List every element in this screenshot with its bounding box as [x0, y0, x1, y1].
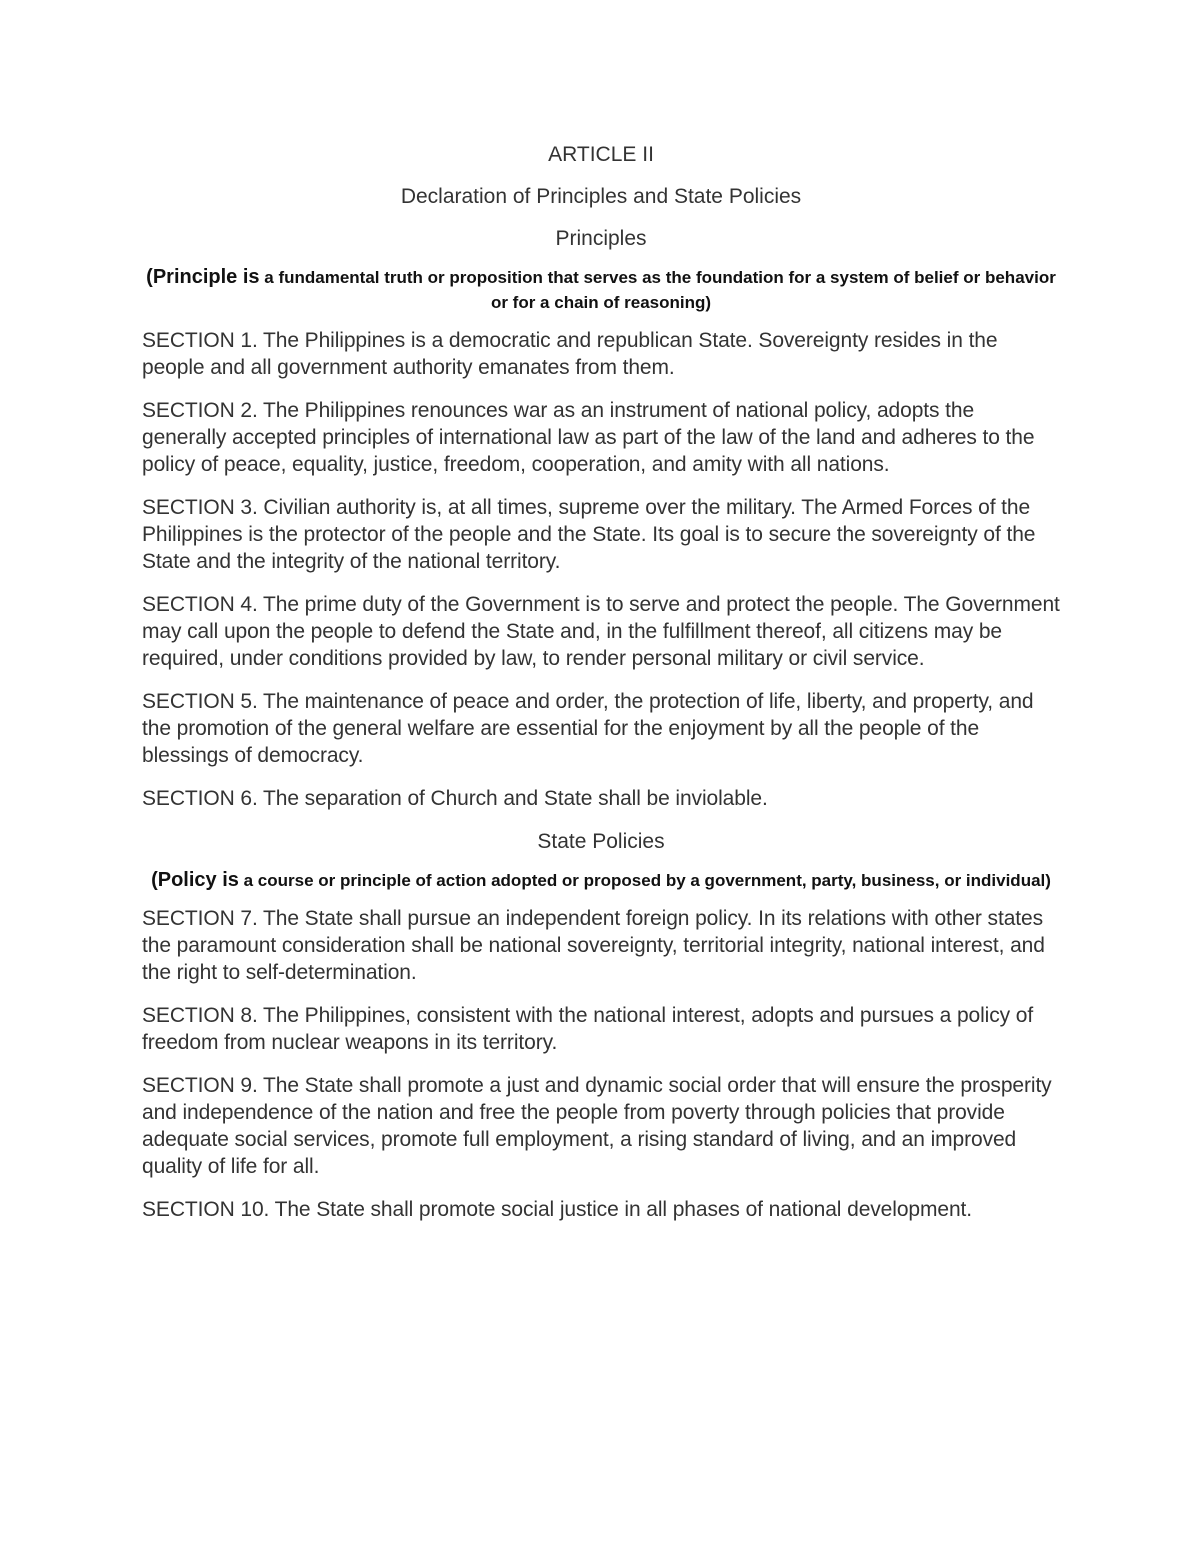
section-1: SECTION 1. The Philippines is a democratic and republican State. Sovereignty resides in the people and all government authority emanates from them. [142, 329, 998, 379]
section-9: SECTION 9. The State shall promote a just and dynamic social order that will ensure the prosperity and independence of the nation and free the people from poverty through policies that provide adequate social services, promote full employment, a rising standard of living, and an improved quality of life for all. [142, 1074, 1052, 1178]
document-page [142, 141, 1060, 1239]
principle-definition-lead: (Principle is [146, 266, 260, 288]
policy-definition [142, 868, 1060, 893]
section-10: SECTION 10. The State shall promote social justice in all phases of national development. [142, 1198, 972, 1221]
section-7: SECTION 7. The State shall pursue an independent foreign policy. In its relations with other states the paramount consideration shall be national sovereignty, territorial integrity, national interest, and the right to self-determination. [142, 907, 1045, 984]
section-2: SECTION 2. The Philippines renounces war as an instrument of national policy, adopts the generally accepted principles of international law as part of the law of the land and adheres to the policy of peace, equality, justice, freedom, cooperation, and amity with all nations. [142, 399, 1035, 476]
section-5: SECTION 5. The maintenance of peace and order, the protection of life, liberty, and property, and the promotion of the general welfare are essential for the enjoyment by all the people of the blessings of democracy. [142, 690, 1034, 767]
article-subtitle: Declaration of Principles and State Policies [400, 185, 802, 208]
policy-definition-lead: (Policy is [151, 869, 239, 891]
state-policies-heading: State Policies [537, 830, 665, 853]
article-title: ARTICLE II [548, 143, 654, 166]
principles-heading: Principles [555, 227, 647, 250]
section-4: SECTION 4. The prime duty of the Government is to serve and protect the people. The Government may call upon the people to defend the State and, in the fulfillment thereof, all citizens may be required, under conditions provided by law, to render personal military or civil service. [142, 593, 1060, 670]
section-3: SECTION 3. Civilian authority is, at all times, supreme over the military. The Armed Forces of the Philippines is the protector of the people and the State. Its goal is to secure the sovereignty of the State and the integrity of the national territory. [142, 496, 1036, 573]
section-6: SECTION 6. The separation of Church and State shall be inviolable. [142, 787, 768, 810]
section-8: SECTION 8. The Philippines, consistent with the national interest, adopts and pursues a policy of freedom from nuclear weapons in its territory. [142, 1004, 1034, 1054]
principle-definition [142, 265, 1060, 315]
policy-definition-text: a course or principle of action adopted or proposed by a government, party, business, or individual) [238, 871, 1051, 890]
principle-definition-text: a fundamental truth or proposition that serves as the foundation for a system of belief or behavior or for a chain of reasoning) [259, 268, 1056, 312]
